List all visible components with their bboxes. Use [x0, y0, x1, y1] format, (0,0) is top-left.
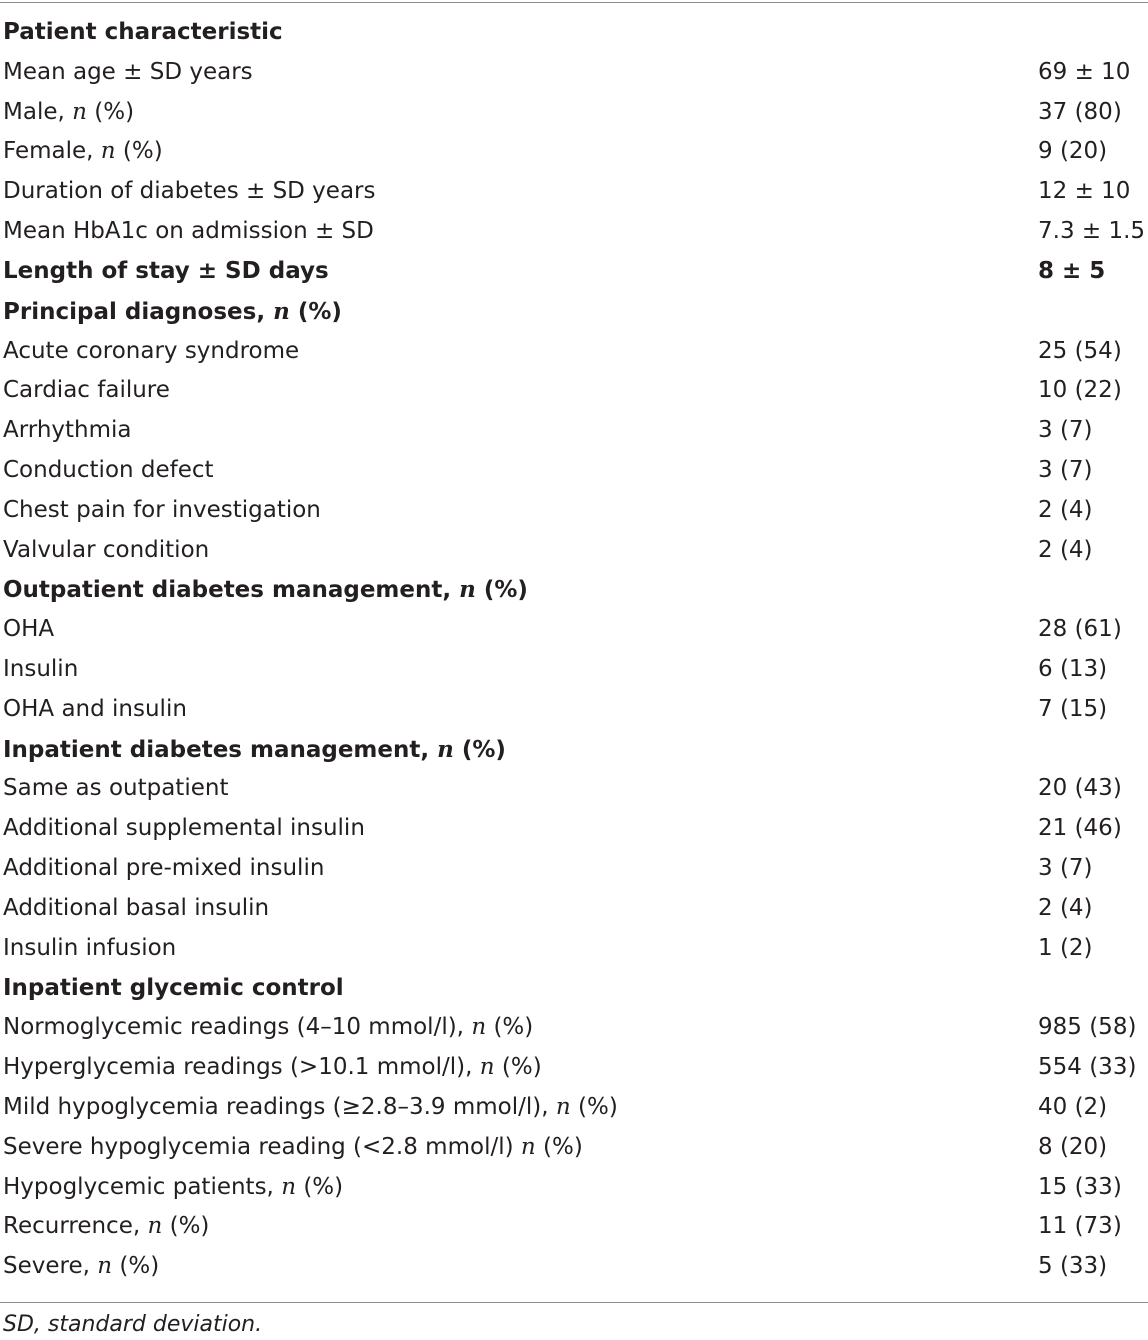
table-row [0, 1048, 1148, 1088]
row-label [3, 332, 299, 372]
row-value: 3 (7) [1038, 417, 1093, 444]
row-label-tail: (%) [162, 1213, 210, 1240]
row-value: 12 ± 10 [1038, 178, 1131, 205]
row-value: 15 (33) [1038, 1173, 1122, 1200]
row-value: 37 (80) [1038, 98, 1122, 125]
table-section-row [0, 13, 1148, 53]
row-label [3, 650, 78, 690]
row-label [3, 769, 228, 809]
row-label-text: Inpatient diabetes management, [3, 736, 438, 763]
row-label [3, 1088, 618, 1128]
row-label [3, 172, 375, 212]
row-value: 10 (22) [1038, 377, 1122, 404]
row-label [3, 1247, 159, 1287]
row-label-text: Male, [3, 98, 73, 125]
row-label [3, 1048, 542, 1088]
row-label [3, 1168, 343, 1208]
row-label-text: Conduction defect [3, 456, 214, 483]
row-label-tail: (%) [475, 577, 528, 604]
table-row [0, 371, 1148, 411]
row-label-italic: n [555, 1093, 571, 1120]
table-row [0, 769, 1148, 809]
row-label-italic: n [520, 1133, 536, 1160]
row-label [3, 411, 132, 451]
row-value: 2 (4) [1038, 894, 1093, 921]
row-label-text: Normoglycemic readings (4–10 mmol/l), [3, 1014, 472, 1041]
row-label-text: Patient characteristic [3, 19, 283, 45]
row-label [3, 690, 187, 730]
row-label-text: Insulin [3, 656, 79, 682]
row-label-italic: n [281, 1173, 297, 1200]
table-top-rule [0, 2, 1148, 3]
row-value: 3 (7) [1038, 456, 1093, 483]
table-row [0, 172, 1148, 212]
row-label [3, 371, 170, 411]
row-label [3, 212, 374, 252]
row-label-text: Inpatient glycemic control [3, 974, 344, 1001]
row-label-text: Length of stay ± SD days [3, 257, 329, 284]
table-section-row [0, 969, 1148, 1009]
row-label-italic: n [479, 1054, 495, 1081]
table-bottom-rule [0, 1302, 1148, 1303]
row-value: 11 (73) [1038, 1213, 1122, 1240]
row-label-text: Chest pain for investigation [3, 496, 321, 523]
row-label-text: Hyperglycemia readings (>10.1 mmol/l), [3, 1054, 480, 1081]
row-value: 7 (15) [1038, 695, 1108, 722]
row-label [3, 451, 214, 491]
table-row [0, 849, 1148, 889]
table-row [0, 1008, 1148, 1048]
row-label-text: Mean age ± SD years [3, 58, 253, 85]
row-label [3, 531, 209, 571]
row-label [3, 1008, 533, 1048]
table-row [0, 610, 1148, 650]
row-label-text: Hypoglycemic patients, [3, 1173, 282, 1200]
row-label-text: Recurrence, [3, 1213, 148, 1240]
row-label-text: Additional pre-mixed insulin [3, 855, 325, 882]
table-row [0, 212, 1148, 252]
row-label [3, 13, 283, 53]
row-label-text: Acute coronary syndrome [3, 337, 300, 364]
row-label [3, 132, 163, 172]
row-label [3, 252, 329, 292]
row-value: 25 (54) [1038, 337, 1122, 364]
row-label-text: Outpatient diabetes management, [3, 577, 460, 604]
row-label-text: Arrhythmia [3, 417, 132, 444]
row-label [3, 610, 54, 650]
row-label [3, 1128, 583, 1168]
row-value: 8 ± 5 [1038, 257, 1106, 284]
row-label-text: Valvular condition [3, 536, 210, 563]
row-label [3, 889, 269, 929]
table-row [0, 411, 1148, 451]
table-section-row [0, 570, 1148, 610]
table-row [0, 451, 1148, 491]
row-value: 5 (33) [1038, 1253, 1108, 1280]
row-value: 20 (43) [1038, 775, 1122, 802]
row-label [3, 491, 321, 531]
row-label-tail: (%) [86, 98, 135, 125]
row-label [3, 292, 342, 333]
table-row [0, 889, 1148, 929]
row-label-text: Same as outpatient [3, 775, 229, 802]
row-label-tail: (%) [570, 1093, 618, 1120]
row-label [3, 730, 506, 771]
row-label-text: Mean HbA1c on admission ± SD [3, 218, 374, 245]
row-value: 7.3 ± 1.5 [1038, 218, 1146, 245]
row-label [3, 1207, 209, 1247]
row-label-italic: n [147, 1213, 163, 1240]
row-label [3, 929, 176, 969]
row-value: 554 (33) [1038, 1054, 1137, 1081]
row-value: 8 (20) [1038, 1133, 1108, 1160]
row-label-tail: (%) [289, 298, 342, 325]
row-label-text: Mild hypoglycemia readings (≥2.8–3.9 mmol/l), [3, 1093, 556, 1120]
row-value: 28 (61) [1038, 616, 1122, 643]
row-label-italic: n [437, 735, 454, 763]
row-label [3, 93, 134, 133]
table-row [0, 132, 1148, 172]
row-label-text: Additional basal insulin [3, 894, 270, 921]
row-label [3, 53, 253, 93]
row-value: 1 (2) [1038, 934, 1093, 961]
row-label-text: Severe, [3, 1253, 98, 1280]
row-value: 985 (58) [1038, 1014, 1137, 1041]
row-label [3, 969, 344, 1009]
row-value: 6 (13) [1038, 656, 1108, 682]
table-row [0, 93, 1148, 133]
row-label-text: Cardiac failure [3, 377, 170, 404]
table-row [0, 809, 1148, 849]
row-label [3, 849, 324, 889]
table-footnote: SD, standard deviation. [3, 1312, 263, 1337]
table-row [0, 53, 1148, 93]
table-row [0, 1168, 1148, 1208]
row-label-tail: (%) [453, 736, 506, 763]
table-row [0, 1128, 1148, 1168]
table-row [0, 650, 1148, 690]
table-row [0, 1247, 1148, 1287]
row-value: 69 ± 10 [1038, 58, 1131, 85]
row-value: 2 (4) [1038, 496, 1093, 523]
row-label-tail: (%) [296, 1173, 344, 1200]
table-row [0, 929, 1148, 969]
table-section-row [0, 292, 1148, 332]
row-value: 9 (20) [1038, 138, 1108, 165]
row-value: 2 (4) [1038, 536, 1093, 563]
row-label-text: Duration of diabetes ± SD years [3, 178, 376, 205]
row-label-text: Female, [3, 138, 101, 165]
row-label-italic: n [273, 297, 290, 325]
table-section-row [0, 252, 1148, 292]
row-label-tail: (%) [486, 1014, 534, 1041]
table-row [0, 332, 1148, 372]
row-value: 40 (2) [1038, 1093, 1108, 1120]
row-value: 21 (46) [1038, 815, 1122, 842]
table-body [0, 13, 1148, 1287]
row-label-text: Severe hypoglycemia reading (<2.8 mmol/l) [3, 1133, 521, 1160]
row-value: 3 (7) [1038, 855, 1093, 882]
row-label [3, 809, 365, 849]
row-label [3, 570, 528, 611]
row-label-tail: (%) [115, 138, 163, 165]
table-row [0, 1207, 1148, 1247]
row-label-italic: n [100, 138, 116, 165]
row-label-tail: (%) [494, 1054, 542, 1081]
row-label-italic: n [471, 1014, 487, 1041]
table-row [0, 491, 1148, 531]
row-label-italic: n [459, 576, 476, 604]
row-label-italic: n [72, 98, 87, 125]
table-row [0, 1088, 1148, 1128]
row-label-text: Principal diagnoses, [3, 298, 274, 325]
row-label-italic: n [97, 1253, 113, 1280]
row-label-text: Additional supplemental insulin [3, 815, 365, 842]
row-label-text: Insulin infusion [3, 934, 177, 961]
table-section-row [0, 730, 1148, 770]
row-label-tail: (%) [535, 1133, 583, 1160]
table-row [0, 531, 1148, 571]
row-label-text: OHA [3, 616, 55, 643]
table-row [0, 690, 1148, 730]
row-label-text: OHA and insulin [3, 695, 187, 722]
row-label-tail: (%) [112, 1253, 160, 1280]
